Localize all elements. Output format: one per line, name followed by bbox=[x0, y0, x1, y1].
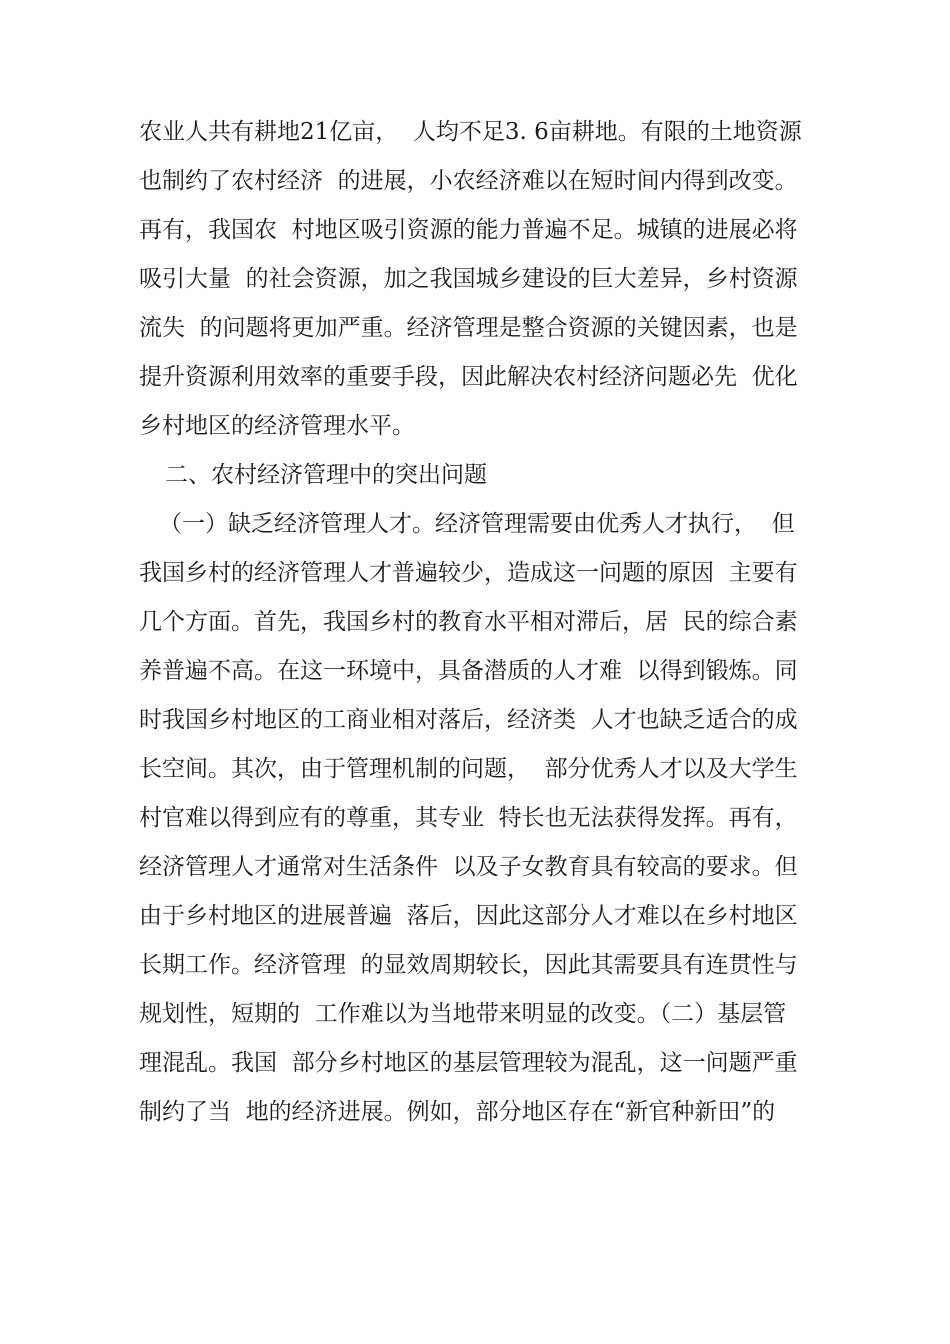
text-line: 村官难以得到应有的尊重，其专业 特长也无法获得发挥。再有， bbox=[139, 805, 798, 831]
text-line: 吸引大量 的社会资源，加之我国城乡建设的巨大差异，乡村资源 bbox=[139, 266, 798, 292]
text-line: 也制约了农村经济 的进展，小农经济难以在短时间内得到改变。 bbox=[139, 168, 798, 194]
text-line: 乡村地区的经济管理水平。 bbox=[139, 413, 415, 439]
text-line: 养普遍不高。在这一环境中，具备潜质的人才难 以得到锻炼。同 bbox=[139, 658, 798, 684]
text-line: 再有，我国农 村地区吸引资源的能力普遍不足。城镇的进展必将 bbox=[139, 217, 798, 243]
text-line: 经济管理人才通常对生活条件 以及子女教育具有较高的要求。但 bbox=[139, 854, 798, 880]
text-line: 长期工作。经济管理 的显效周期较长，因此其需要具有连贯性与 bbox=[139, 952, 798, 978]
text-line: 流失 的问题将更加严重。经济管理是整合资源的关键因素，也是 bbox=[139, 315, 798, 341]
text-line: 制约了当 地的经济进展。例如，部分地区存在“新官种新田”的 bbox=[139, 1099, 776, 1125]
text-line: 规划性，短期的 工作难以为当地带来明显的改变。（二）基层管 bbox=[139, 1001, 787, 1027]
text-line: 农业人共有耕地21亿亩， 人均不足3. 6亩耕地。有限的土地资源 bbox=[139, 119, 802, 145]
text-line: 理混乱。我国 部分乡村地区的基层管理较为混乱，这一问题严重 bbox=[139, 1050, 798, 1076]
body-text bbox=[139, 108, 839, 1137]
text-line: 我国乡村的经济管理人才普遍较少，造成这一问题的原因 主要有 bbox=[139, 560, 798, 586]
text-line: 由于乡村地区的进展普遍 落后，因此这部分人才难以在乡村地区 bbox=[139, 903, 798, 929]
text-line: 提升资源利用效率的重要手段，因此解决农村经济问题必先 优化 bbox=[139, 364, 798, 390]
subsection-line: （一）缺乏经济管理人才。经济管理需要由优秀人才执行， 但 bbox=[159, 511, 795, 537]
text-line: 几个方面。首先，我国乡村的教育水平相对滞后，居 民的综合素 bbox=[139, 609, 798, 635]
text-line: 时我国乡村地区的工商业相对落后，经济类 人才也缺乏适合的成 bbox=[139, 707, 798, 733]
text-line: 长空间。其次，由于管理机制的问题， 部分优秀人才以及大学生 bbox=[139, 756, 798, 782]
section-heading: 二、农村经济管理中的突出问题 bbox=[165, 462, 487, 488]
